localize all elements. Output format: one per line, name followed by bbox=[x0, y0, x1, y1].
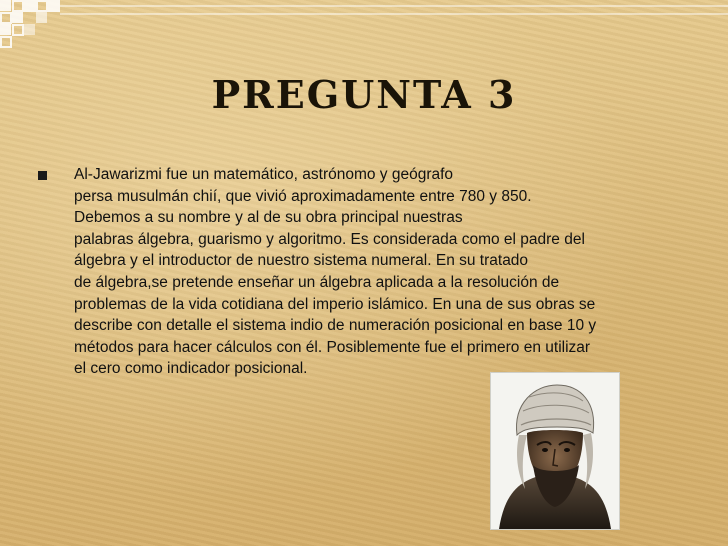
square-bullet-icon bbox=[38, 171, 47, 180]
slide-title: PREGUNTA 3 bbox=[211, 72, 517, 117]
portrait-drawing bbox=[491, 373, 619, 529]
corner-squares-decoration bbox=[0, 0, 728, 50]
portrait-image bbox=[490, 372, 620, 530]
bullet-text: Al-Jawarizmi fue un matemático, astrónomo y geógrafo persa musulmán chií, que vivió aproximadamente entre 780 y 850. Debemos a su nombre y al de su obra principal nuestras palabras álgebra, guarismo y algoritmo. Es considerada como el padre del álgebra y el introductor de nuestro sistema numeral. En su tratado de álgebra,se pretende enseñar un álgebra aplicada a la resolución de problemas de la vida cotidiana del imperio islámico. En una de sus obras se describe con detalle el sistema indio de numeración posicional en base 10 y métodos para hacer cálculos con él. Posiblemente fue el primero en utilizar el cero como indicador posicional. bbox=[74, 166, 597, 378]
